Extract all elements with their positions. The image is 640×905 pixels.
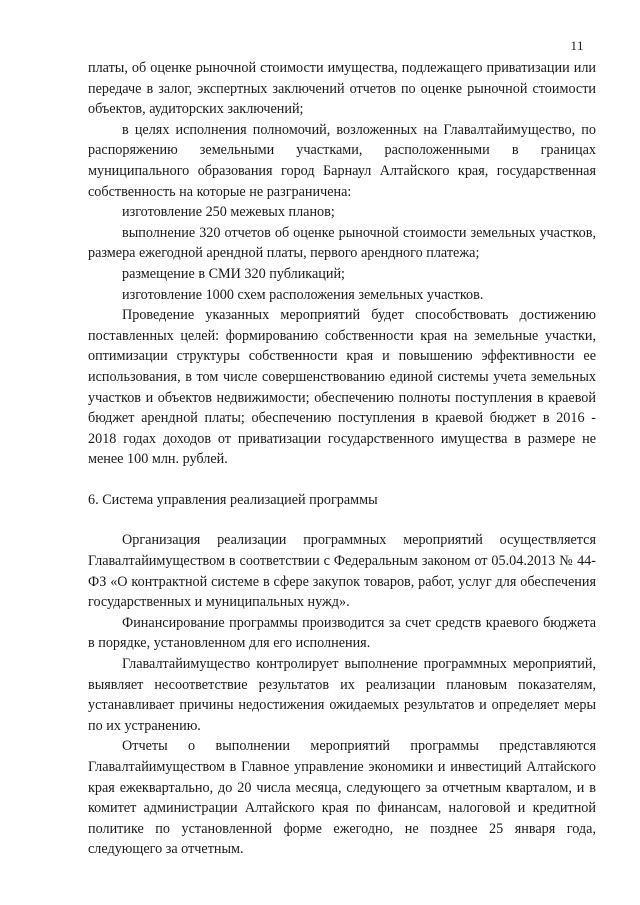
section-heading: 6. Система управления реализацией программы — [88, 491, 378, 508]
paragraph-land-authority: в целях исполнения полномочий, возложенных на Главалтайимущество, по распоряжению земельными участками, расположенными в границах муниципального образования город Барнаул Алтайского края, государственная собственность на которые не разграничена: — [88, 121, 596, 200]
paragraph-organization: Организация реализации программных мероприятий осуществляется Главалтайимуществом в соответствии с Федеральным законом от 05.04.2013 № 44-ФЗ «О контрактной системе в сфере закупок товаров, работ, услуг для обеспечения государственных и муниципальных нужд». — [88, 532, 596, 611]
list-item-valuation-reports: выполнение 320 отчетов об оценке рыночной стоимости земельных участков, размера ежегодной арендной платы, первого арендного платежа; — [88, 224, 596, 262]
page-number: 11 — [570, 38, 584, 53]
paragraph-expected-results: Проведение указанных мероприятий будет способствовать достижению поставленных целей: формированию собственности края на земельные участки, оптимизации структуры собственности края и повышению эффективности ее использования, в том числе совершенствованию единой системы учета земельных участков и объектов недвижимости; обеспечению полноты поступления в краевой бюджет арендной платы; обеспечению поступления в краевой бюджет в 2016 - 2018 годах доходов от приватизации государственного имущества в размере не менее 100 млн. рублей. — [88, 307, 596, 468]
paragraph-financing: Финансирование программы производится за счет средств краевого бюджета в порядке, установленном для его исполнения. — [88, 614, 596, 652]
list-item-layout-schemes: изготовление 1000 схем расположения земельных участков. — [122, 286, 484, 303]
document-body — [88, 58, 596, 860]
paragraph-continuation: платы, об оценке рыночной стоимости имущества, подлежащего приватизации или передаче в залог, экспертных заключений отчетов по оценке рыночной стоимости объектов, аудиторских заключений; — [88, 60, 596, 118]
list-item-media-publications: размещение в СМИ 320 публикаций; — [122, 265, 345, 282]
paragraph-control: Главалтайимущество контролирует выполнение программных мероприятий, выявляет несоответствие результатов их реализации плановым показателям, устанавливает причины недостижения ожидаемых результатов и определяет меры по их устранению. — [88, 656, 596, 734]
list-item-survey-plans: изготовление 250 межевых планов; — [122, 204, 335, 221]
paragraph-reports: Отчеты о выполнении мероприятий программы представляются Главалтайимуществом в Главное управление экономики и инвестиций Алтайского края ежеквартально, до 20 числа месяца, следующего за отчетным кварталом, и в комитет администрации Алтайского края по финансам, налоговой и кредитной политике по установленной форме ежегодно, не позднее 25 января года, следующего за отчетным. — [88, 738, 596, 858]
